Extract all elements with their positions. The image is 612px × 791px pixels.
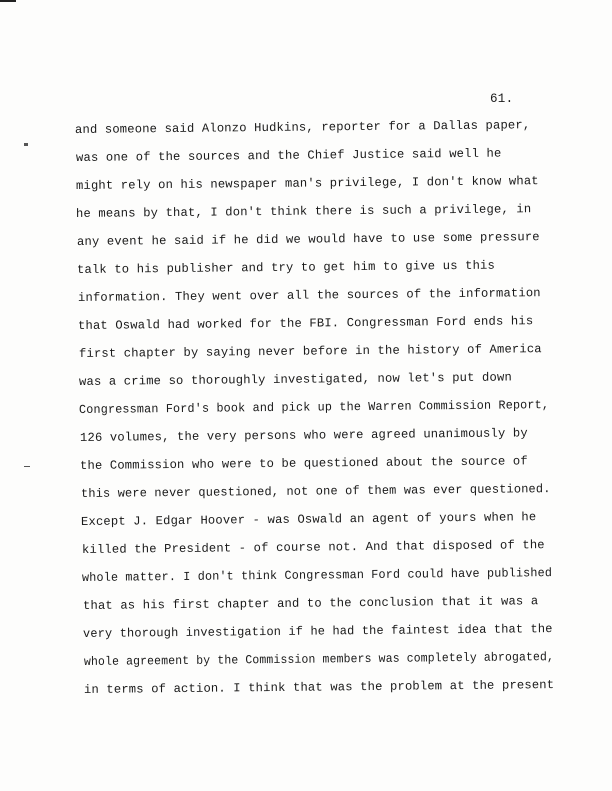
text-line: this were never questioned, not one of them was ever questioned. [80,482,551,501]
text-line: talk to his publisher and try to get him to give us this [76,258,496,277]
text-line: was a crime so thoroughly investigated, now let's put down [78,370,512,389]
text-line: 126 volumes, the very persons who were agreed unanimously by [79,426,528,445]
page-number: 61. [490,92,514,106]
text-line: very thorough investigation if he had the faintest idea that the [82,622,553,641]
text-line: information. They went over all the sources of the information [77,286,541,305]
text-line: might rely on his newspaper man's privilege, I don't know what [75,174,539,193]
text-line: was one of the sources and the Chief Justice said well he [75,146,502,165]
scan-corner-mark [0,0,16,2]
text-line: any event he said if he did we would have to use some pressure [76,230,540,249]
text-line: he means by that, I don't think there is such a privilege, in [75,202,532,221]
text-line: and someone said Alonzo Hudkins, reporter for a Dallas paper, [74,118,531,137]
text-line: killed the President - of course not. And that disposed of the [81,538,545,557]
text-line: that as his first chapter and to the conclusion that it was a [82,594,539,613]
text-line: whole matter. I don't think Congressman Ford could have published [81,566,553,585]
text-line: Except J. Edgar Hoover - was Oswald an agent of yours when he [80,510,537,529]
text-line: the Commission who were to be questioned about the source of [79,454,528,473]
text-line: in terms of action. I think that was the problem at the present [83,678,555,697]
text-line: Congressman Ford's book and pick up the Warren Commission Report, [78,398,550,417]
text-line: that Oswald had worked for the FBI. Congressman Ford ends his [77,314,534,333]
margin-mark [24,466,30,467]
margin-mark [24,143,28,146]
text-line: first chapter by saying never before in the history of America [78,342,542,361]
text-line: whole agreement by the Commission members was completely abrogated, [83,650,555,669]
